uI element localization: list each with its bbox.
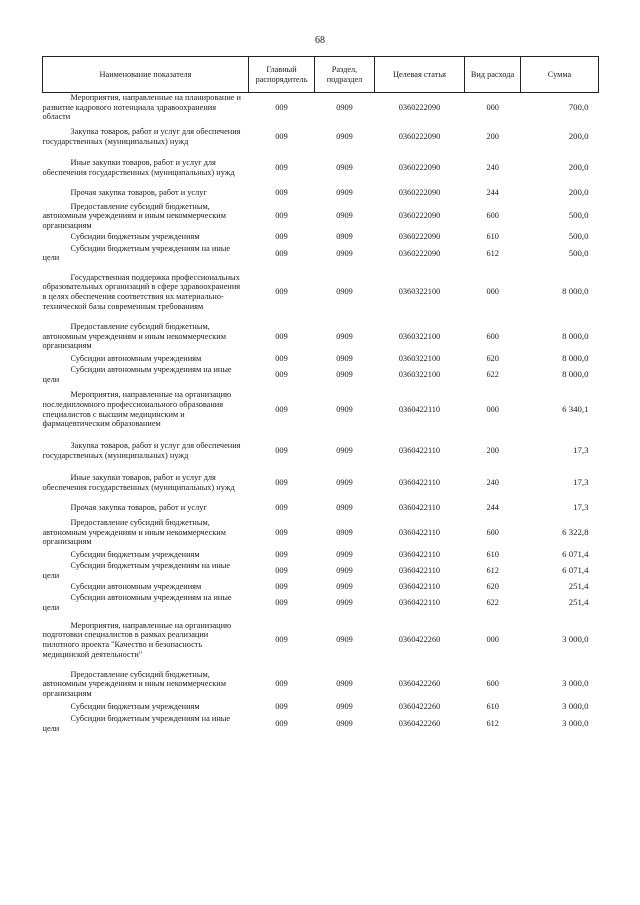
cell-name: Субсидии бюджетным учреждениям xyxy=(70,549,200,559)
cell-article: 0360222090 xyxy=(398,232,441,242)
cell-expense-type: 000 xyxy=(486,635,499,645)
cell-admin: 009 xyxy=(275,162,288,172)
cell-admin: 009 xyxy=(275,353,288,363)
cell-section: 0909 xyxy=(336,211,353,221)
cell-expense-type: 000 xyxy=(486,102,499,112)
cell-expense-type: 612 xyxy=(486,565,499,575)
page-number: 68 xyxy=(315,35,325,46)
table-header xyxy=(43,57,599,93)
cell-admin: 009 xyxy=(275,369,288,379)
cell-article: 0360422110 xyxy=(398,527,441,537)
cell-expense-type: 200 xyxy=(486,131,499,141)
cell-name: Субсидии автономным учреждениям xyxy=(70,353,202,363)
cell-sum: 500,0 xyxy=(568,247,589,258)
cell-section: 0909 xyxy=(336,565,353,575)
cell-sum: 251,4 xyxy=(568,597,589,608)
cell-name: Государственная поддержка профессиональных образовательных организаций в сфере здравоохранения в целях обеспечения соответствия их материально-технической базы современным требованиям xyxy=(42,272,241,311)
cell-section: 0909 xyxy=(336,598,353,608)
cell-admin: 009 xyxy=(275,702,288,712)
cell-sum: 500,0 xyxy=(568,210,589,221)
cell-section: 0909 xyxy=(336,549,353,559)
cell-expense-type: 600 xyxy=(486,527,499,537)
cell-sum: 200,0 xyxy=(568,161,589,172)
table-row xyxy=(43,231,599,244)
cell-article: 0360222090 xyxy=(398,162,441,172)
table-row xyxy=(43,580,599,593)
cell-expense-type: 600 xyxy=(486,679,499,689)
cell-sum: 200,0 xyxy=(568,186,589,197)
cell-section: 0909 xyxy=(336,702,353,712)
cell-article: 0360422110 xyxy=(398,549,441,559)
cell-article: 0360422260 xyxy=(398,718,441,728)
cell-name: Закупка товаров, работ и услуг для обеспечения государственных (муниципальных) нужд xyxy=(42,127,241,146)
table-row xyxy=(43,365,599,384)
table-row xyxy=(43,184,599,202)
cell-sum: 17,3 xyxy=(573,444,589,455)
cell-article: 0360422110 xyxy=(398,503,441,513)
cell-sum: 8 000,0 xyxy=(562,286,589,297)
cell-admin: 009 xyxy=(275,404,288,414)
cell-admin: 009 xyxy=(275,598,288,608)
cell-article: 0360422110 xyxy=(398,582,441,592)
cell-sum: 17,3 xyxy=(573,502,589,513)
table-row xyxy=(43,202,599,231)
table-row xyxy=(43,561,599,580)
cell-expense-type: 620 xyxy=(486,582,499,592)
cell-admin: 009 xyxy=(275,187,288,197)
cell-admin: 009 xyxy=(275,232,288,242)
cell-name: Мероприятия, направленные на планирование и развитие кадрового потенциала здравоохранения области xyxy=(42,93,241,122)
cell-admin: 009 xyxy=(275,331,288,341)
cell-sum: 6 340,1 xyxy=(562,403,589,414)
cell-name: Прочая закупка товаров, работ и услуг xyxy=(70,503,207,513)
cell-section: 0909 xyxy=(336,287,353,297)
cell-expense-type: 612 xyxy=(486,248,499,258)
table-row xyxy=(43,466,599,499)
cell-section: 0909 xyxy=(336,445,353,455)
cell-article: 0360322100 xyxy=(398,287,441,297)
cell-name: Субсидии бюджетным учреждениям xyxy=(70,702,200,712)
cell-name: Мероприятия, направленные на организацию подготовки специалистов в рамках реализации пилотного проекта "Качество и безопасность медицинской деятельности" xyxy=(42,620,232,659)
cell-admin: 009 xyxy=(275,287,288,297)
cell-name: Субсидии бюджетным учреждениям на иные цели xyxy=(42,713,231,733)
cell-sum: 8 000,0 xyxy=(562,368,589,379)
cell-admin: 009 xyxy=(275,503,288,513)
cell-expense-type: 240 xyxy=(486,477,499,487)
cell-admin: 009 xyxy=(275,582,288,592)
cell-admin: 009 xyxy=(275,527,288,537)
cell-expense-type: 240 xyxy=(486,162,499,172)
cell-expense-type: 612 xyxy=(486,718,499,728)
cell-name: Предоставление субсидий бюджетным, автономным учреждениям и иным некоммерческим организациям xyxy=(42,669,226,698)
table-row xyxy=(43,613,599,668)
table-row xyxy=(43,263,599,321)
cell-article: 0360322100 xyxy=(398,369,441,379)
cell-name: Субсидии автономным учреждениям на иные цели xyxy=(42,593,232,612)
cell-section: 0909 xyxy=(336,187,353,197)
cell-sum: 3 000,0 xyxy=(562,717,589,728)
cell-article: 0360422110 xyxy=(398,477,441,487)
table-row xyxy=(43,714,599,734)
cell-expense-type: 600 xyxy=(486,331,499,341)
cell-section: 0909 xyxy=(336,232,353,242)
cell-section: 0909 xyxy=(336,477,353,487)
cell-admin: 009 xyxy=(275,131,288,141)
cell-article: 0360322100 xyxy=(398,331,441,341)
cell-article: 0360422110 xyxy=(398,404,441,414)
cell-admin: 009 xyxy=(275,477,288,487)
header-admin: Главный распорядитель xyxy=(249,57,315,93)
cell-expense-type: 600 xyxy=(486,211,499,221)
cell-expense-type: 610 xyxy=(486,232,499,242)
cell-section: 0909 xyxy=(336,162,353,172)
cell-section: 0909 xyxy=(336,503,353,513)
cell-expense-type: 622 xyxy=(486,598,499,608)
cell-article: 0360422110 xyxy=(398,598,441,608)
cell-sum: 251,4 xyxy=(568,581,589,592)
cell-name: Субсидии автономным учреждениям на иные цели xyxy=(42,364,232,384)
cell-section: 0909 xyxy=(336,582,353,592)
table-row xyxy=(43,122,599,152)
cell-admin: 009 xyxy=(275,211,288,221)
cell-name: Иные закупки товаров, работ и услуг для обеспечения государственных (муниципальных) нужд xyxy=(42,158,235,177)
cell-admin: 009 xyxy=(275,565,288,575)
table-row xyxy=(43,384,599,435)
cell-name: Предоставление субсидий бюджетным, автономным учреждениям и иным некоммерческим организациям xyxy=(42,201,226,231)
cell-name: Субсидии бюджетным учреждениям на иные цели xyxy=(42,243,231,263)
cell-section: 0909 xyxy=(336,369,353,379)
cell-section: 0909 xyxy=(336,102,353,112)
table-row xyxy=(43,668,599,701)
header-name: Наименование показателя xyxy=(43,57,249,93)
cell-sum: 3 000,0 xyxy=(562,634,589,645)
cell-article: 0360322100 xyxy=(398,353,441,363)
cell-article: 0360422260 xyxy=(398,679,441,689)
cell-name: Субсидии автономным учреждениям xyxy=(70,582,202,592)
cell-expense-type: 610 xyxy=(486,702,499,712)
cell-article: 0360222090 xyxy=(398,187,441,197)
cell-expense-type: 200 xyxy=(486,445,499,455)
cell-expense-type: 610 xyxy=(486,549,499,559)
cell-article: 0360222090 xyxy=(398,211,441,221)
table-row xyxy=(43,701,599,714)
table-row xyxy=(43,435,599,466)
cell-section: 0909 xyxy=(336,635,353,645)
cell-admin: 009 xyxy=(275,635,288,645)
cell-name: Предоставление субсидий бюджетным, автономным учреждениям и иным некоммерческим организациям xyxy=(42,518,226,547)
cell-expense-type: 244 xyxy=(486,503,499,513)
cell-expense-type: 000 xyxy=(486,404,499,414)
cell-sum: 6 071,4 xyxy=(562,564,589,575)
cell-admin: 009 xyxy=(275,549,288,559)
header-expense-type: Вид расхода xyxy=(465,57,521,93)
cell-section: 0909 xyxy=(336,331,353,341)
cell-sum: 6 071,4 xyxy=(562,548,589,559)
cell-sum: 200,0 xyxy=(568,130,589,141)
cell-admin: 009 xyxy=(275,248,288,258)
cell-sum: 6 322,8 xyxy=(562,526,589,537)
cell-section: 0909 xyxy=(336,527,353,537)
cell-article: 0360222090 xyxy=(398,131,441,141)
table-row xyxy=(43,517,599,548)
cell-name: Субсидии бюджетным учреждениям на иные цели xyxy=(42,561,231,580)
header-section: Раздел, подраздел xyxy=(315,57,375,93)
cell-expense-type: 620 xyxy=(486,353,499,363)
table-row xyxy=(43,352,599,365)
budget-table xyxy=(42,56,599,734)
table-row xyxy=(43,93,599,122)
header-article: Целевая статья xyxy=(375,57,465,93)
table-row xyxy=(43,548,599,561)
cell-expense-type: 244 xyxy=(486,187,499,197)
cell-sum: 8 000,0 xyxy=(562,330,589,341)
cell-article: 0360422110 xyxy=(398,445,441,455)
cell-expense-type: 622 xyxy=(486,369,499,379)
cell-section: 0909 xyxy=(336,679,353,689)
cell-admin: 009 xyxy=(275,445,288,455)
cell-article: 0360422110 xyxy=(398,565,441,575)
table-body xyxy=(43,93,599,734)
table-row xyxy=(43,152,599,184)
cell-section: 0909 xyxy=(336,353,353,363)
table-row xyxy=(43,244,599,263)
cell-sum: 8 000,0 xyxy=(562,352,589,363)
cell-sum: 17,3 xyxy=(573,476,589,487)
cell-name: Прочая закупка товаров, работ и услуг xyxy=(70,187,207,197)
cell-section: 0909 xyxy=(336,248,353,258)
cell-name: Иные закупки товаров, работ и услуг для обеспечения государственных (муниципальных) нужд xyxy=(42,473,235,492)
cell-article: 0360422260 xyxy=(398,635,441,645)
table-row xyxy=(43,499,599,517)
cell-section: 0909 xyxy=(336,404,353,414)
cell-section: 0909 xyxy=(336,131,353,141)
cell-name: Субсидии бюджетным учреждениям xyxy=(70,232,200,242)
cell-article: 0360422260 xyxy=(398,702,441,712)
cell-sum: 700,0 xyxy=(568,101,589,112)
cell-admin: 009 xyxy=(275,102,288,112)
cell-name: Мероприятия, направленные на организацию последипломного профессионального образования специалистов с высшим медицинским и фармацевтическим образованием xyxy=(42,390,232,429)
table-row xyxy=(43,593,599,612)
table-row xyxy=(43,321,599,352)
cell-sum: 3 000,0 xyxy=(562,678,589,689)
cell-admin: 009 xyxy=(275,718,288,728)
cell-expense-type: 000 xyxy=(486,287,499,297)
header-sum: Сумма xyxy=(521,57,599,93)
cell-admin: 009 xyxy=(275,679,288,689)
cell-article: 0360222090 xyxy=(398,248,441,258)
cell-section: 0909 xyxy=(336,718,353,728)
cell-name: Закупка товаров, работ и услуг для обеспечения государственных (муниципальных) нужд xyxy=(42,441,241,460)
cell-sum: 500,0 xyxy=(568,231,589,242)
cell-name: Предоставление субсидий бюджетным, автономным учреждениям и иным некоммерческим организациям xyxy=(42,322,226,351)
cell-article: 0360222090 xyxy=(398,102,441,112)
cell-sum: 3 000,0 xyxy=(562,701,589,712)
